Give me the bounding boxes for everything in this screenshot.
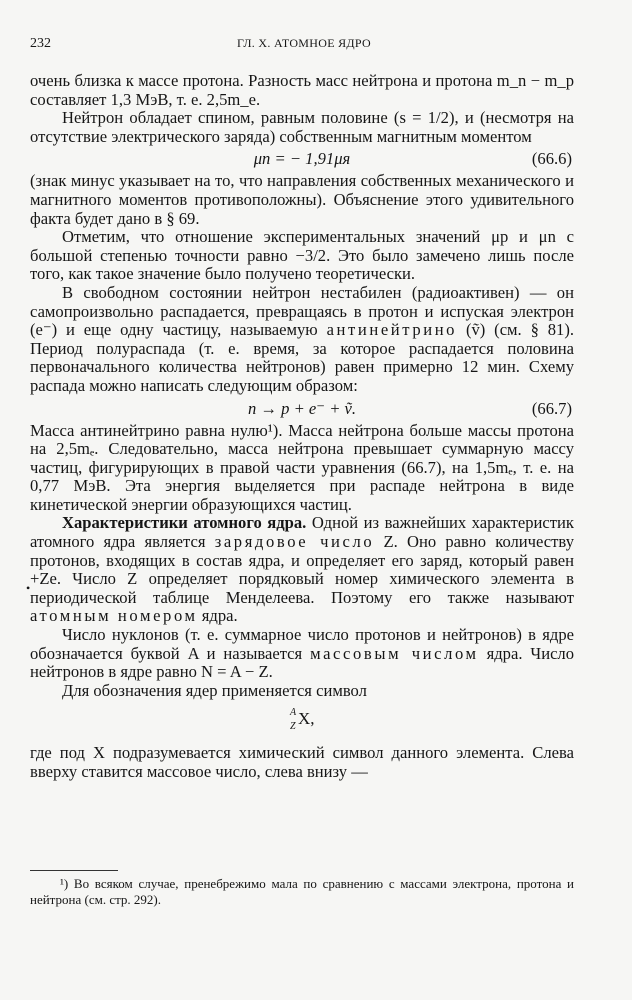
paragraph-2: Нейтрон обладает спином, равным половине (s = 1/2), и (несмотря на отсутствие электрического заряда) собственным магнитным моментом [30, 108, 574, 146]
term-antineutrino: антинейтрино [326, 320, 458, 340]
paragraph-5 [30, 284, 574, 396]
nuclide-symbol [30, 704, 574, 744]
paragraph-7-part-b: Z. Оно равно количеству протонов, входящих в состав ядра, и определяет его заряд, который равен +Ze. Число Z определяет порядковый номер химического элемента в периодической таблице Менделеева. Поэтому его также называют [30, 532, 574, 607]
paragraph-8-part-a: Число нуклонов (т. е. суммарное число протонов и нейтронов) в ядре обозначается буквой A и называется [30, 625, 574, 663]
equation-66-6-number: (66.6) [531, 149, 572, 169]
paragraph-5-part-b: (ṽ) (см. § 81). Период полураспада (т. е. время, за которое распадается половина первоначального количества нейтронов) равен примерно 12 мин. Схему распада можно написать следующим образом: [30, 320, 574, 395]
paragraph-7-part-a: Одной из важнейших характеристик атомного ядра является [30, 513, 574, 552]
symbol-charge-number: Z [290, 721, 296, 733]
paragraph-4: Отметим, что отношение экспериментальных значений μp и μn с большой степенью точности равно −3/2. Это было замечено лишь после того, как такое значение было получено теоретически. [30, 227, 574, 284]
page-body [30, 72, 574, 782]
symbol-element: X, [298, 709, 315, 729]
paragraph-1: очень близка к массе протона. Разность масс нейтрона и протона m_n − m_p составляет 1,3 МэВ, т. е. 2,5m_e. [30, 71, 574, 109]
section-heading: Характеристики атомного ядра. [62, 513, 307, 533]
page-number: 232 [30, 36, 51, 51]
paragraph-10: где под X подразумевается химический символ данного элемента. Слева вверху ставится массовое число, слева внизу — [30, 743, 574, 781]
paragraph-8 [30, 626, 574, 682]
equation-66-6-body: μn = − 1,91μя [253, 149, 351, 169]
symbol-mass-number: A [290, 707, 297, 719]
paragraph-6: Масса антинейтрино равна нулю¹). Масса нейтрона больше массы протона на 2,5mₑ. Следовательно, масса нейтрона превышает суммарную массу частиц, фигурирующих в правой части уравнения (66.7), на 1,5mₑ, т. е. на 0,77 МэВ. Эта энергия выделяется при распаде нейтрона в виде кинетической энергии образующихся частиц. [30, 420, 574, 514]
paragraph-9: Для обозначения ядер применяется символ [62, 680, 367, 700]
equation-66-7 [30, 398, 574, 420]
term-atomic-number: атомным номером [30, 606, 198, 626]
equation-66-6 [30, 148, 574, 170]
term-mass-number: массовым числом [310, 643, 479, 663]
margin-mark: • [26, 581, 31, 595]
footnote: ¹) Во всяком случае, пренебрежимо мала по сравнению с массами электрона, протона и нейтрона (см. стр. 292). [30, 876, 574, 907]
paragraph-3: (знак минус указывает на то, что направления собственных механического и магнитного моментов противоположны). Объяснение этого удивительного факта будет дано в § 69. [30, 171, 574, 228]
footnote-divider [30, 870, 118, 871]
equation-66-7-body: n → p + e⁻ + ṽ. [247, 398, 357, 418]
equation-66-7-number: (66.7) [531, 398, 572, 418]
paragraph-5-part-a: В свободном состоянии нейтрон нестабилен (радиоактивен) — он самопроизвольно распадается, превращаясь в протон и испуская электрон (e⁻) и еще одну частицу, называемую [30, 282, 574, 340]
paragraph-7 [30, 514, 574, 626]
paragraph-8-part-b: ядра. Число нейтронов в ядре равно N = A − Z. [30, 643, 575, 682]
running-title: ГЛ. X. АТОМНОЕ ЯДРО [237, 36, 371, 50]
term-charge-number: зарядовое число [214, 532, 375, 552]
page-header [30, 36, 578, 56]
paragraph-7-part-c: ядра. [201, 606, 238, 626]
